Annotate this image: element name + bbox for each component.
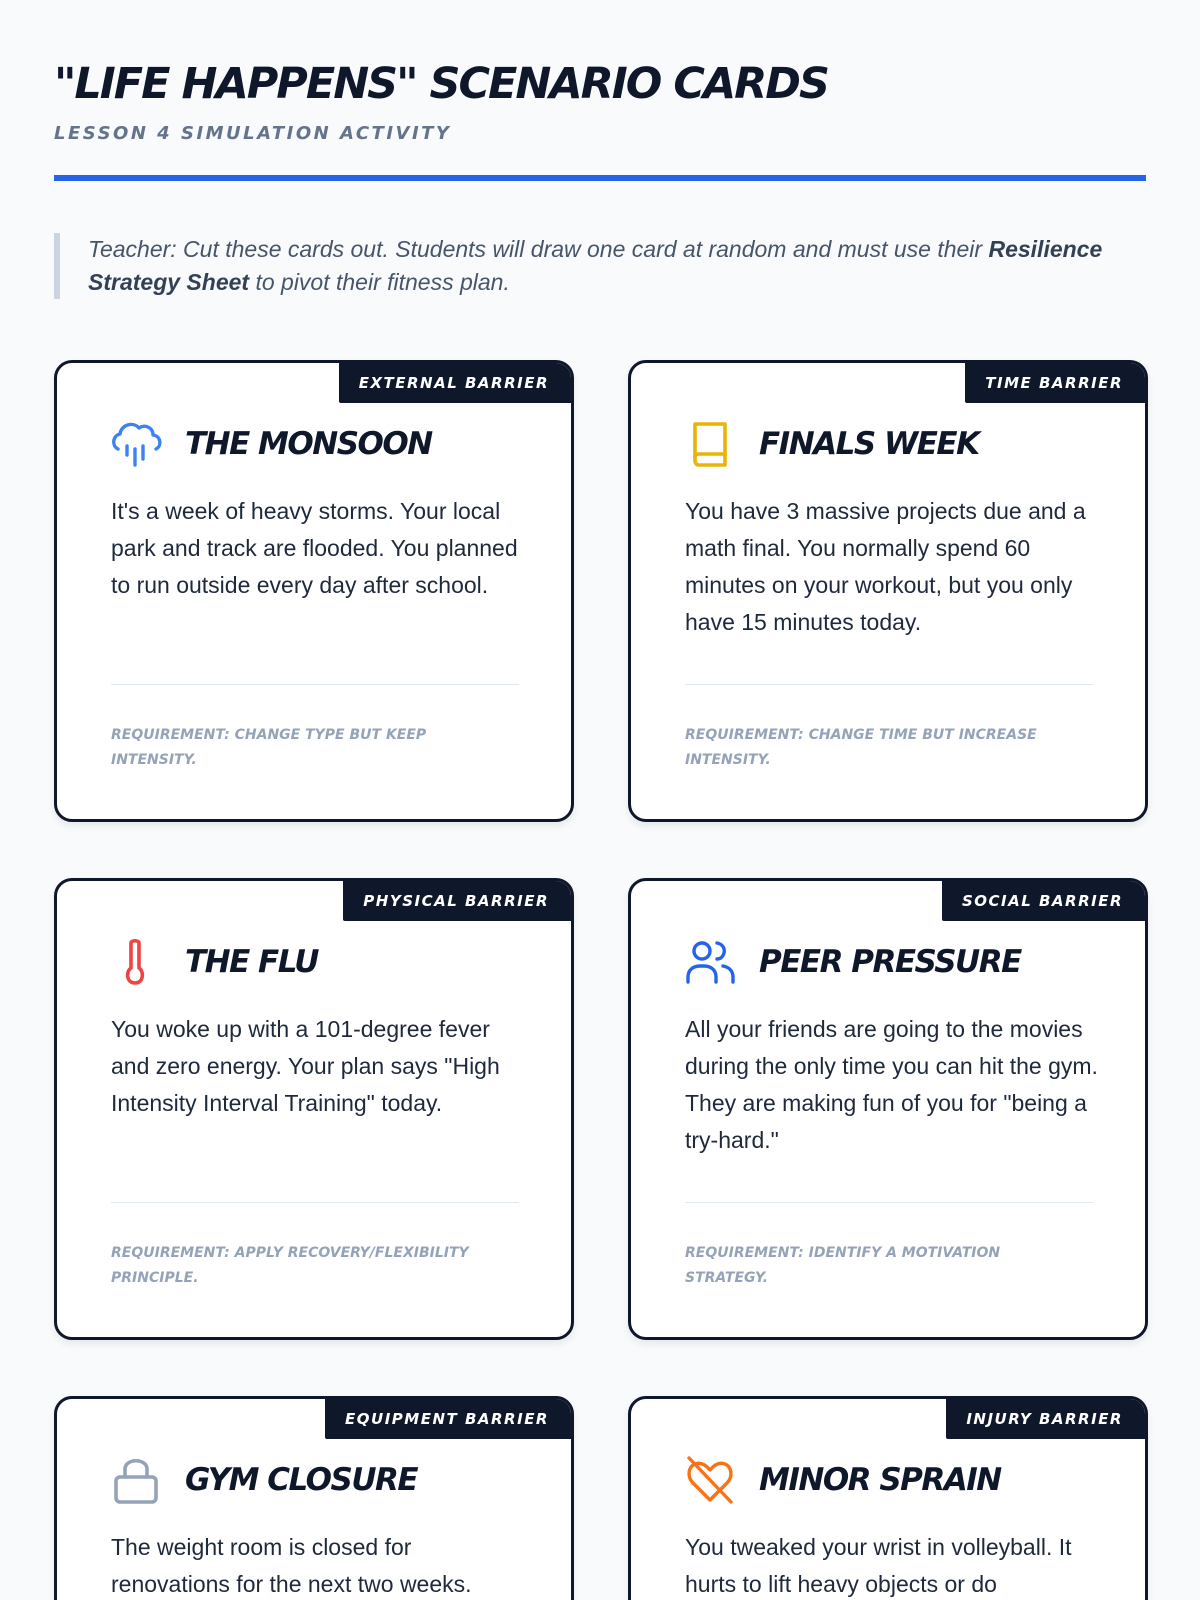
users-icon [685, 937, 739, 987]
teacher-note-emphasis: Resilience Strategy Sheet [88, 236, 1103, 295]
card-divider [685, 1202, 1093, 1203]
card-requirement: REQUIREMENT: CHANGE TYPE BUT KEEP INTENSITY. [111, 727, 427, 768]
card-header [111, 419, 432, 469]
thermometer-icon [111, 937, 165, 987]
card-scenario-text: All your friends are going to the movies during the only time you can hit the gym. They are making fun of you for "being a try-hard." [685, 1016, 1098, 1153]
scenario-card-the-flu [54, 878, 574, 1340]
page-title: "LIFE HAPPENS" SCENARIO CARDS [54, 59, 828, 109]
cloud-rain-icon [111, 419, 165, 469]
card-title: FINALS WEEK [759, 426, 979, 462]
lock-icon [111, 1455, 165, 1505]
card-header [685, 419, 979, 469]
teacher-note-text-end: to pivot their fitness plan. [249, 269, 510, 295]
card-scenario-text: You woke up with a 101-degree fever and zero energy. Your plan says "High Intensity Interval Training" today. [111, 1016, 500, 1116]
card-header [111, 1455, 417, 1505]
card-header [685, 937, 1021, 987]
heart-off-icon [685, 1455, 739, 1505]
card-requirement: REQUIREMENT: CHANGE TIME BUT INCREASE INTENSITY. [685, 727, 1037, 768]
barrier-badge: TIME BARRIER [965, 363, 1145, 403]
barrier-badge: EXTERNAL BARRIER [339, 363, 571, 403]
book-icon [685, 419, 739, 469]
card-title: PEER PRESSURE [759, 944, 1021, 980]
card-divider [111, 1202, 519, 1203]
barrier-badge: EQUIPMENT BARRIER [325, 1399, 571, 1439]
card-divider [685, 684, 1093, 685]
scenario-card-minor-sprain [628, 1396, 1148, 1600]
card-header [685, 1455, 1001, 1505]
card-title: GYM CLOSURE [185, 1462, 418, 1498]
card-scenario-text: You have 3 massive projects due and a math final. You normally spend 60 minutes on your workout, but you only have 15 minutes today. [685, 498, 1086, 635]
scenario-card-grid [54, 360, 1148, 1600]
card-scenario-text: It's a week of heavy storms. Your local park and track are flooded. You planned to run outside every day after school. [111, 498, 518, 598]
teacher-note-text: Teacher: Cut these cards out. Students will draw one card at random and must use their [88, 236, 989, 262]
card-requirement: REQUIREMENT: IDENTIFY A MOTIVATION STRATEGY. [685, 1245, 1001, 1286]
scenario-card-the-monsoon [54, 360, 574, 822]
barrier-badge: INJURY BARRIER [946, 1399, 1145, 1439]
card-title: MINOR SPRAIN [759, 1462, 1001, 1498]
barrier-badge: PHYSICAL BARRIER [343, 881, 571, 921]
card-title: THE MONSOON [185, 426, 432, 462]
scenario-card-gym-closure [54, 1396, 574, 1600]
scenario-card-finals-week [628, 360, 1148, 822]
barrier-badge: SOCIAL BARRIER [942, 881, 1145, 921]
card-scenario-text: The weight room is closed for renovations for the next two weeks. [111, 1534, 472, 1597]
card-title: THE FLU [185, 944, 318, 980]
header-divider [54, 175, 1146, 181]
card-scenario-text: You tweaked your wrist in volleyball. It hurts to lift heavy objects or do [685, 1534, 1072, 1597]
scenario-card-peer-pressure [628, 878, 1148, 1340]
card-header [111, 937, 318, 987]
teacher-note [54, 233, 1146, 299]
card-divider [111, 684, 519, 685]
card-requirement: REQUIREMENT: APPLY RECOVERY/FLEXIBILITY PRINCIPLE. [111, 1245, 469, 1286]
page-subtitle: LESSON 4 SIMULATION ACTIVITY [54, 123, 452, 144]
